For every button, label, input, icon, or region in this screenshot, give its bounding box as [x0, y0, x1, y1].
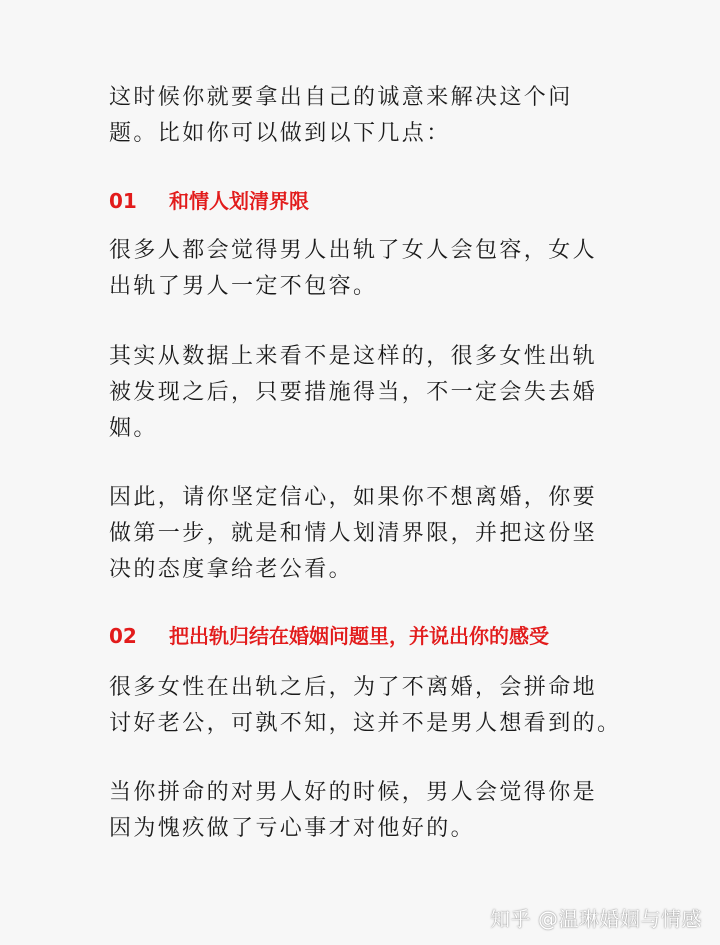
s1p3-line-1: 因此，请你坚定信心，如果你不想离婚，你要 — [109, 485, 598, 510]
section-1-paragraph-3 — [109, 480, 619, 588]
s1p1-line-2: 出轨了男人一定不包容。 — [109, 274, 378, 299]
s2p1-line-2: 讨好老公，可孰不知，这并不是男人想看到的。 — [109, 711, 622, 736]
intro-line-2: 题。比如你可以做到以下几点： — [109, 121, 451, 146]
section-1-paragraph-2 — [109, 339, 619, 447]
s2p1-line-1: 很多女性在出轨之后，为了不离婚，会拼命地 — [109, 675, 598, 700]
s1p3-line-3: 决的态度拿给老公看。 — [109, 557, 354, 582]
section-1-heading — [109, 186, 309, 216]
intro-paragraph — [109, 80, 619, 152]
s1p2-line-3: 姻。 — [109, 416, 158, 441]
s2p2-line-2: 因为愧疚做了亏心事才对他好的。 — [109, 816, 476, 841]
zhihu-watermark: 知乎 @温琳婚姻与情感 — [490, 907, 702, 931]
section-2-paragraph-1 — [109, 670, 622, 742]
section-2-title: 把出轨归结在婚姻问题里，并说出你的感受 — [169, 624, 549, 648]
s1p3-line-2: 做第一步，就是和情人划清界限，并把这份坚 — [109, 521, 598, 546]
s1p2-line-2: 被发现之后，只要措施得当，不一定会失去婚 — [109, 380, 598, 405]
section-1-title: 和情人划清界限 — [169, 189, 309, 213]
s2p2-line-1: 当你拼命的对男人好的时候，男人会觉得你是 — [109, 780, 598, 805]
s1p1-line-1: 很多人都会觉得男人出轨了女人会包容，女人 — [109, 238, 598, 263]
s1p2-line-1: 其实从数据上来看不是这样的，很多女性出轨 — [109, 344, 598, 369]
section-2-paragraph-2 — [109, 775, 619, 847]
intro-line-1: 这时候你就要拿出自己的诚意来解决这个问 — [109, 85, 573, 110]
section-2-heading — [109, 621, 549, 651]
section-2-number: 02 — [109, 624, 137, 648]
section-1-paragraph-1 — [109, 233, 619, 305]
section-1-number: 01 — [109, 189, 137, 213]
